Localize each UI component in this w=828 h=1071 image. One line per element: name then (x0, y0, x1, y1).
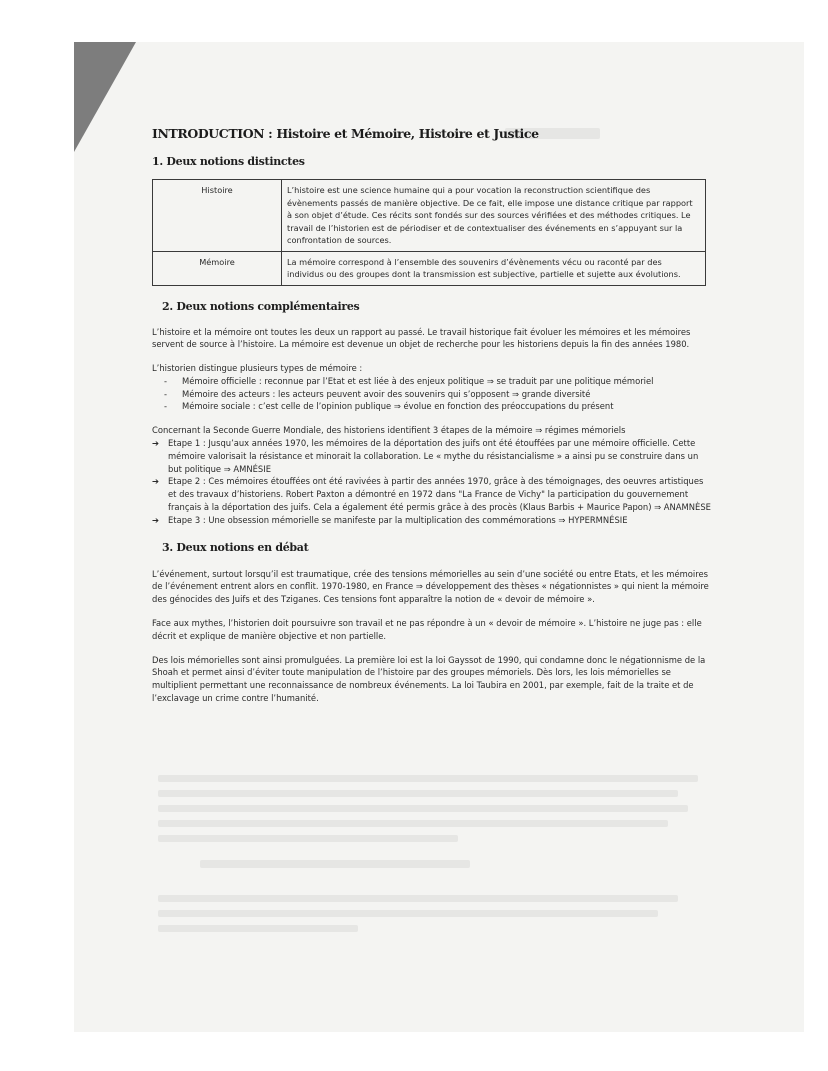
arrow-icon: ➔ (152, 438, 160, 449)
stage-text: Etape 3 : Une obsession mémorielle se manifeste par la multiplication des commémorations ⇒ HYPERMNÉSIE (168, 514, 628, 525)
stage-text: Etape 2 : Ces mémoires étouffées ont été ravivées à partir des années 1970, grâce à des témoignages, des oeuvres artistiques et des travaux d’historiens. Robert Paxton a démontré en 1972 dans "La France de Vichy" la participation du gouvernement français à la déportation des juifs. Cela a également été permis grâce à des procès (Klaus Barbis + Maurice Papon) ⇒ ANAMNÈSE (168, 476, 711, 513)
memory-stages-list (152, 437, 712, 527)
show-through-mark (158, 775, 698, 782)
memory-types-list (152, 375, 712, 413)
list-item (152, 437, 712, 475)
list-item: - Mémoire sociale : c’est celle de l’opinion publique ⇒ évolue en fonction des préoccupations du présent (152, 400, 712, 413)
show-through-mark (158, 820, 668, 827)
arrow-icon: ➔ (152, 514, 160, 525)
arrow-icon: ➔ (152, 476, 160, 487)
list-item (152, 514, 712, 527)
definition-histoire: L’histoire est une science humaine qui a pour vocation la reconstruction scientifique des évènements passés de manière objective. De ce fait, elle impose une distance critique par rapport à son objet d’étude. Ces récits sont fondés sur des sources vérifiées et des méthodes critiques. Le travail de l’historien est de périodiser et de contextualiser des événements en s’appuyant sur la confrontation de sources. (282, 180, 706, 252)
paragraph: Des lois mémorielles sont ainsi promulguées. La première loi est la loi Gayssot de 1990, qui condamne donc le négationnisme de la Shoah et permet ainsi d’éviter toute manipulation de l’histoire par des groupes mémoriels. Dès lors, les lois mémorielles se multiplient permettant une reconnaissance de nombreux événements. La loi Taubira en 2001, par exemple, fait de la traite et de l’exclavage un crime contre l’humanité. (152, 654, 706, 704)
paragraph: L’événement, surtout lorsqu’il est traumatique, crée des tensions mémorielles au sein d’une société ou entre Etats, et les mémoires de l’événement entrent alors en conflit. 1970-1980, en France ⇒ développement des thèses « négationnistes » qui nient la mémoire des génocides des Juifs et des Tziganes. Ces tensions font apparaître la notion de « devoir de mémoire ». (152, 568, 709, 605)
show-through-mark (158, 910, 658, 917)
folded-corner-shadow (74, 42, 136, 152)
list-item: - Mémoire officielle : reconnue par l’Etat et est liée à des enjeux politique ⇒ se traduit par une politique mémoriel (152, 375, 712, 388)
paragraph: L’histoire et la mémoire ont toutes les deux un rapport au passé. Le travail historique fait évoluer les mémoires et les mémoires servent de source à l’histoire. La mémoire est devenue un objet de recherche pour les historiens depuis la fin des années 1980. (152, 326, 691, 350)
definition-memoire: La mémoire correspond à l’ensemble des souvenirs d’évènements vécu ou raconté par des individus ou des groupes dont la transmission est subjective, partielle et sujette aux évolutions. (282, 251, 706, 285)
paragraph: L’historien distingue plusieurs types de mémoire : (152, 363, 363, 374)
paragraph: Face aux mythes, l’historien doit poursuivre son travail et ne pas répondre à un « devoir de mémoire ». L’histoire ne juge pas : elle décrit et explique de manière objective et non partielle. (152, 618, 702, 641)
section-heading-2: 2. Deux notions complémentaires (162, 299, 360, 313)
paragraph: Concernant la Seconde Guerre Mondiale, des historiens identifient 3 étapes de la mémoire ⇒ régimes mémoriels (152, 425, 626, 436)
section-heading-3: 3. Deux notions en débat (162, 540, 309, 554)
show-through-mark (158, 805, 688, 812)
definitions-table (152, 179, 706, 286)
stage-text: Etape 1 : Jusqu’aux années 1970, les mémoires de la déportation des juifs ont été étouffées par une mémoire officielle. Cette mémoire valorisait la résistance et minorait la collaboration. Le « mythe du résistancialisme » a ainsi pu se construire dans un but politique ⇒ AMNÉSIE (168, 438, 699, 474)
list-item (152, 475, 712, 513)
document-body (152, 126, 712, 705)
term-histoire: Histoire (153, 180, 282, 252)
term-memoire: Mémoire (153, 251, 282, 285)
show-through-mark (158, 790, 678, 797)
document-title: INTRODUCTION : Histoire et Mémoire, Histoire et Justice (152, 126, 539, 141)
table-row (153, 251, 706, 285)
section-heading-1: 1. Deux notions distinctes (152, 155, 305, 168)
show-through-mark (158, 835, 458, 842)
list-item: - Mémoire des acteurs : les acteurs peuvent avoir des souvenirs qui s’opposent ⇒ grande diversité (152, 388, 712, 401)
table-row (153, 180, 706, 252)
show-through-mark (200, 860, 470, 868)
show-through-mark (158, 895, 678, 902)
show-through-mark (158, 925, 358, 932)
